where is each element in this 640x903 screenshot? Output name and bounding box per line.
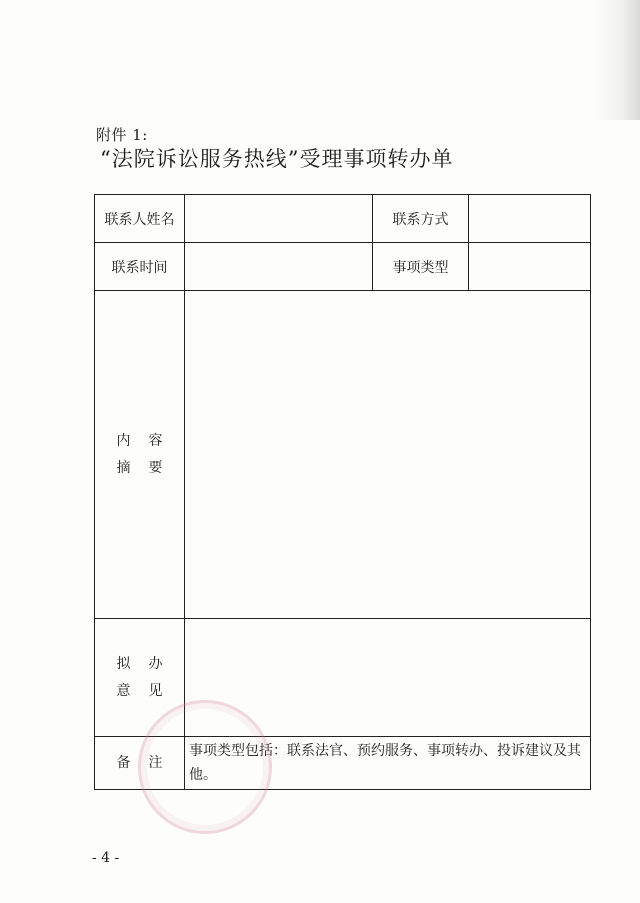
transfer-form-table [94, 194, 591, 790]
summary-label [95, 291, 185, 619]
scan-edge-shadow [598, 0, 640, 120]
table-row [95, 243, 591, 291]
faint-seal-stamp [138, 700, 272, 834]
opinion-label-line1: 拟办 [116, 655, 181, 672]
summary-label-line2: 摘要 [116, 459, 181, 476]
contact-time-label: 联系时间 [95, 243, 185, 291]
page-number: - 4 - [92, 850, 120, 866]
opinion-label-line2: 意见 [116, 682, 181, 699]
table-row [95, 195, 591, 243]
remarks-label-text: 备注 [116, 754, 181, 771]
contact-name-field[interactable] [185, 195, 373, 243]
attachment-label: 附件 1: [96, 126, 148, 144]
summary-label-line1: 内容 [116, 432, 181, 449]
matter-type-label: 事项类型 [373, 243, 469, 291]
table-row [95, 291, 591, 619]
remarks-text: 事项类型包括：联系法官、预约服务、事项转办、投诉建议及其他。 [185, 737, 591, 790]
matter-type-field[interactable] [469, 243, 591, 291]
contact-method-label: 联系方式 [373, 195, 469, 243]
contact-method-field[interactable] [469, 195, 591, 243]
contact-name-label: 联系人姓名 [95, 195, 185, 243]
contact-time-field[interactable] [185, 243, 373, 291]
form-title: “法院诉讼服务热线”受理事项转办单 [100, 147, 454, 171]
summary-field[interactable] [185, 291, 591, 619]
